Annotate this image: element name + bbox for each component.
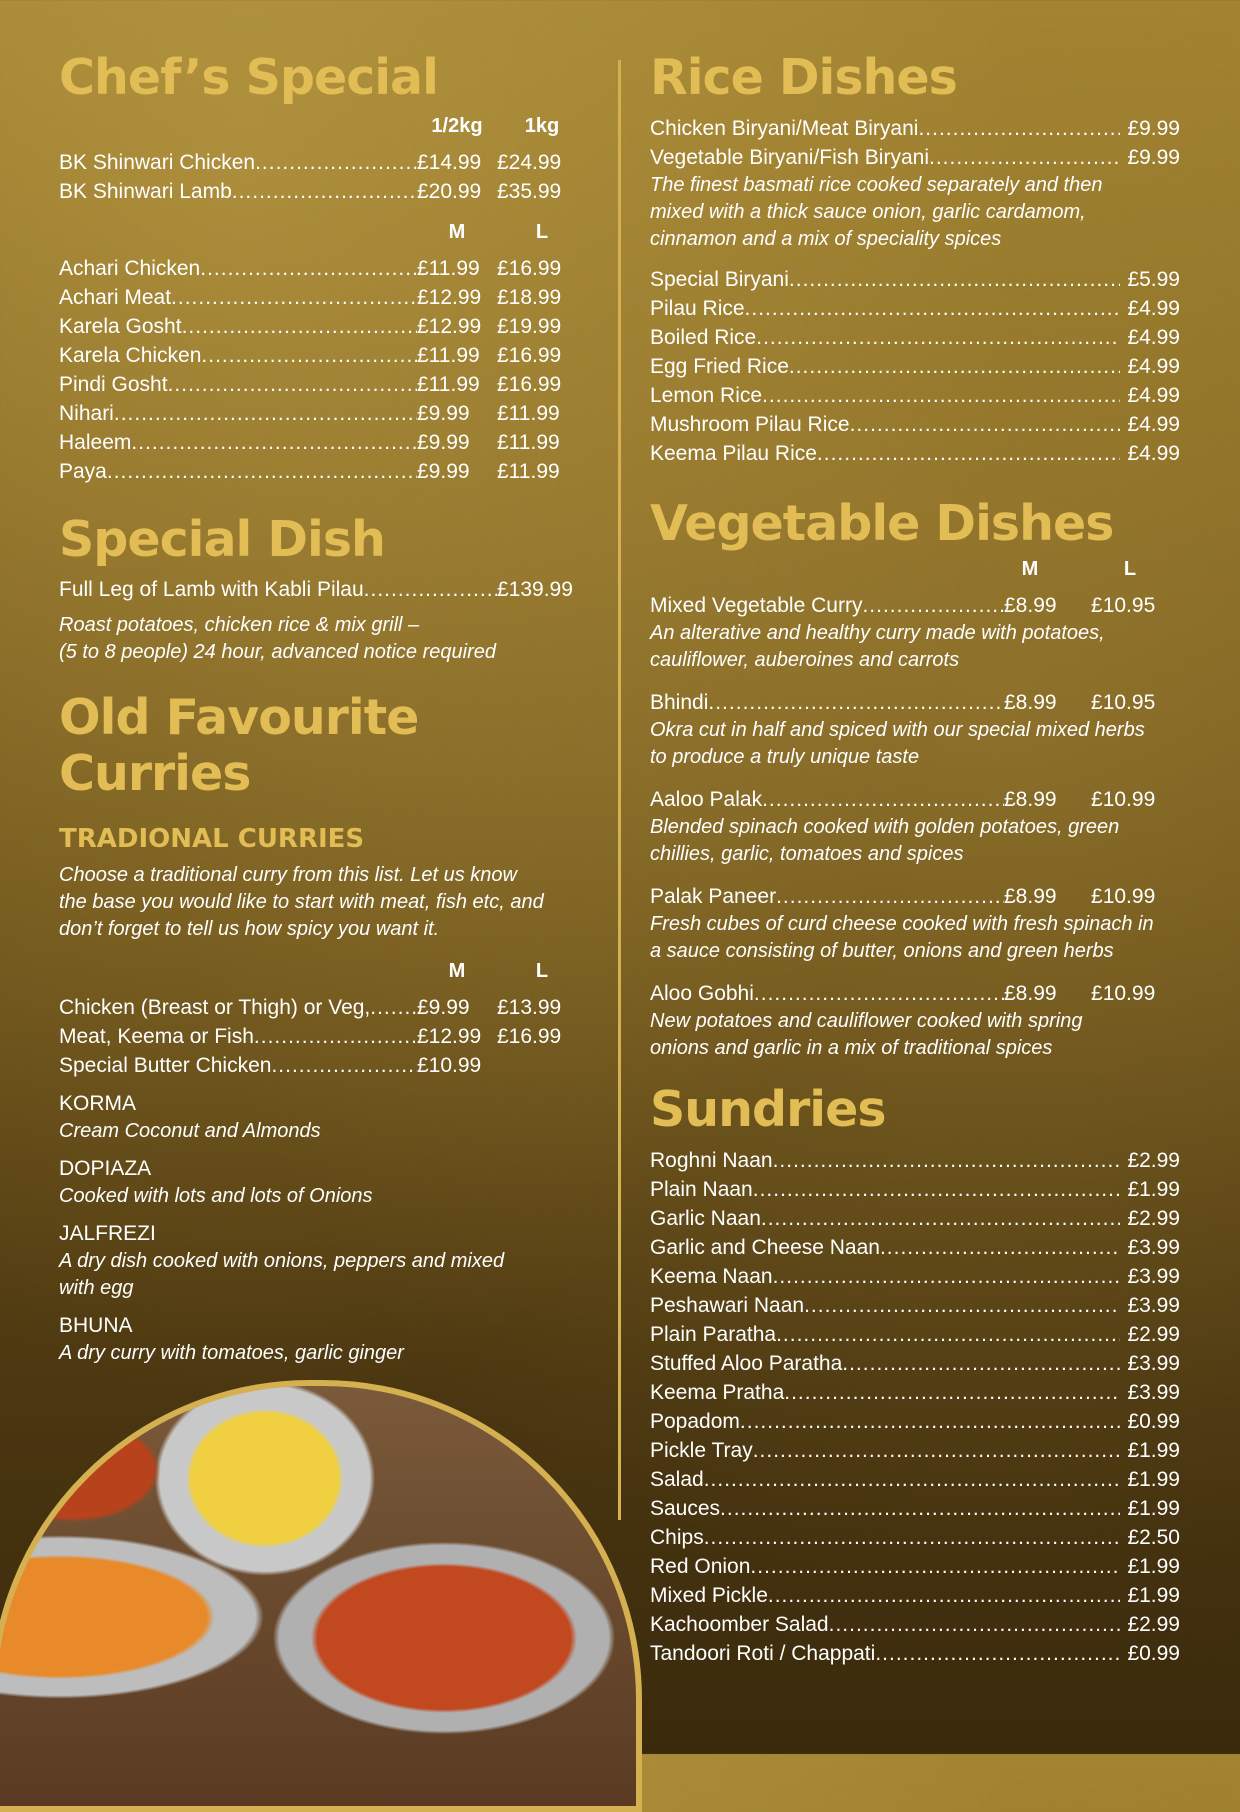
menu-item-name: Plain Naan bbox=[650, 1178, 753, 1202]
header-medium: M bbox=[448, 960, 466, 983]
menu-item-price: £2.99 bbox=[1127, 1207, 1180, 1231]
traditional-size-header bbox=[59, 957, 587, 985]
menu-item-name: Chips bbox=[650, 1526, 704, 1550]
menu-item-price-m: £9.99 bbox=[417, 402, 470, 426]
menu-item-price: £5.99 bbox=[1127, 268, 1180, 292]
curry-style-desc: Cooked with lots and lots of Onions bbox=[59, 1185, 373, 1208]
menu-item-price: £4.99 bbox=[1127, 297, 1180, 321]
menu-item-name: Kachoomber Salad bbox=[650, 1613, 829, 1637]
menu-item-row bbox=[650, 1146, 1180, 1175]
menu-item-row bbox=[650, 1523, 1180, 1552]
rice-list bbox=[650, 265, 1180, 468]
menu-item-price-l: £10.99 bbox=[1091, 884, 1156, 908]
menu-item-price-m: £12.99 bbox=[417, 286, 482, 310]
right-column bbox=[650, 50, 1180, 1668]
menu-item-name: Pickle Tray bbox=[650, 1439, 753, 1463]
menu-item-name: BK Shinwari Chicken bbox=[59, 151, 256, 175]
menu-item-price-m: £9.99 bbox=[417, 996, 470, 1020]
vegetable-item bbox=[650, 882, 1180, 965]
left-column bbox=[59, 50, 587, 1367]
menu-item-name: Salad bbox=[650, 1468, 704, 1492]
menu-item-price-l: £10.95 bbox=[1091, 690, 1156, 714]
menu-item-row bbox=[59, 148, 587, 177]
header-one-kg: 1kg bbox=[524, 115, 560, 138]
header-large: L bbox=[535, 960, 549, 983]
curry-style-desc: A dry curry with tomatoes, garlic ginger bbox=[59, 1342, 404, 1365]
menu-item-price: £3.99 bbox=[1127, 1265, 1180, 1289]
menu-item-name: Boiled Rice bbox=[650, 326, 757, 350]
menu-item-name: Keema Pratha bbox=[650, 1381, 785, 1405]
menu-item-row bbox=[650, 1262, 1180, 1291]
menu-item-price: £3.99 bbox=[1127, 1236, 1180, 1260]
menu-item-name: Achari Chicken bbox=[59, 257, 201, 281]
curry-style-name: JALFREZI bbox=[59, 1222, 156, 1246]
menu-item-price: £9.99 bbox=[1127, 146, 1180, 170]
column-divider bbox=[618, 60, 621, 1520]
special-dish-title: Special Dish bbox=[59, 511, 385, 569]
sundries-title: Sundries bbox=[650, 1080, 886, 1138]
menu-item-price: £1.99 bbox=[1127, 1178, 1180, 1202]
menu-item-row bbox=[650, 439, 1180, 468]
menu-item-name: Garlic Naan bbox=[650, 1207, 761, 1231]
menu-item-name: Keema Pilau Rice bbox=[650, 442, 817, 466]
menu-item-price-l: £16.99 bbox=[497, 257, 562, 281]
menu-item-row bbox=[650, 323, 1180, 352]
menu-item-desc: to produce a truly unique taste bbox=[650, 745, 920, 768]
curry-style-desc: A dry dish cooked with onions, peppers and mixed bbox=[59, 1250, 505, 1273]
header-large: L bbox=[1123, 557, 1137, 580]
vegetable-dishes-title: Vegetable Dishes bbox=[650, 495, 1114, 553]
menu-item-price-l: £19.99 bbox=[497, 315, 562, 339]
menu-item-name: Full Leg of Lamb with Kabli Pilau bbox=[59, 577, 364, 601]
menu-item-row bbox=[650, 688, 1180, 717]
curry-style-desc: Cream Coconut and Almonds bbox=[59, 1120, 321, 1143]
vegetable-item bbox=[650, 591, 1180, 674]
menu-item-name: Peshawari Naan bbox=[650, 1294, 805, 1318]
menu-item-price: £4.99 bbox=[1127, 413, 1180, 437]
menu-item-price: £0.99 bbox=[1127, 1642, 1180, 1666]
menu-item-name: Mixed Vegetable Curry bbox=[650, 593, 863, 617]
chefs-special-size-header bbox=[59, 218, 587, 246]
menu-item-name: Chicken (Breast or Thigh) or Veg, bbox=[59, 996, 371, 1020]
menu-item-desc: Fresh cubes of curd cheese cooked with fresh spinach in bbox=[650, 912, 1154, 935]
chefs-special-title: Chef’s Special bbox=[59, 49, 438, 106]
menu-item-price-l: £11.99 bbox=[497, 431, 560, 455]
menu-item-price-l: £11.99 bbox=[497, 402, 560, 426]
menu-item-row bbox=[59, 1022, 587, 1051]
menu-item-desc: onions and garlic in a mix of traditional spices bbox=[650, 1036, 1053, 1059]
menu-item-row bbox=[59, 1051, 587, 1080]
menu-item-price-m: £9.99 bbox=[417, 431, 470, 455]
menu-item-name: Popadom bbox=[650, 1410, 740, 1434]
menu-item-price: £139.99 bbox=[497, 577, 573, 601]
menu-item-price: £3.99 bbox=[1127, 1294, 1180, 1318]
special-dish-desc-1: Roast potatoes, chicken rice & mix grill – bbox=[59, 613, 420, 636]
menu-item-name: Bhindi bbox=[650, 690, 709, 714]
menu-item-price-m: £8.99 bbox=[1004, 981, 1057, 1005]
menu-item-name: Achari Meat bbox=[59, 286, 172, 310]
menu-item-row bbox=[650, 785, 1180, 814]
menu-item-price-m: £11.99 bbox=[417, 257, 480, 281]
menu-item-price: £1.99 bbox=[1127, 1439, 1180, 1463]
menu-item-row bbox=[650, 1494, 1180, 1523]
menu-item-price-l: £11.99 bbox=[497, 460, 560, 484]
menu-item-price-l: £16.99 bbox=[497, 344, 562, 368]
menu-item-price: £3.99 bbox=[1127, 1352, 1180, 1376]
sundries-list bbox=[650, 1146, 1180, 1668]
menu-item-row bbox=[650, 1291, 1180, 1320]
menu-item-price-m: £11.99 bbox=[417, 373, 480, 397]
menu-item-row bbox=[59, 254, 587, 283]
menu-item-desc: Okra cut in half and spiced with our special mixed herbs bbox=[650, 718, 1145, 741]
vegetable-item bbox=[650, 979, 1180, 1062]
menu-item-name: Red Onion bbox=[650, 1555, 751, 1579]
rice-dishes-title: Rice Dishes bbox=[650, 49, 957, 106]
menu-item-price-l: £16.99 bbox=[497, 1025, 562, 1049]
menu-item-price-half: £20.99 bbox=[417, 180, 482, 204]
header-large: L bbox=[535, 221, 549, 244]
curry-style-name: KORMA bbox=[59, 1092, 137, 1116]
menu-item-row bbox=[59, 283, 587, 312]
menu-item-price-m: £11.99 bbox=[417, 344, 480, 368]
menu-item-price-l: £18.99 bbox=[497, 286, 562, 310]
menu-item-desc: chillies, garlic, tomatoes and spices bbox=[650, 842, 964, 865]
menu-item-row bbox=[650, 1378, 1180, 1407]
biryani-list bbox=[650, 114, 1180, 172]
menu-item-price-l: £10.95 bbox=[1091, 593, 1156, 617]
menu-item-name: Plain Paratha bbox=[650, 1323, 777, 1347]
menu-item-name: Karela Gosht bbox=[59, 315, 182, 339]
menu-item-price: £4.99 bbox=[1127, 384, 1180, 408]
menu-item-row bbox=[59, 341, 587, 370]
menu-item-price-l: £16.99 bbox=[497, 373, 562, 397]
menu-item-name: Paya bbox=[59, 460, 107, 484]
menu-item-price: £9.99 bbox=[1127, 117, 1180, 141]
menu-item-price-full: £24.99 bbox=[497, 151, 562, 175]
menu-item-name: Mixed Pickle bbox=[650, 1584, 768, 1608]
menu-item-row bbox=[650, 1175, 1180, 1204]
vegetable-item bbox=[650, 688, 1180, 771]
menu-item-name: Mushroom Pilau Rice bbox=[650, 413, 850, 437]
biryani-desc-1: The finest basmati rice cooked separately and then bbox=[650, 174, 1103, 197]
menu-item-price: £1.99 bbox=[1127, 1497, 1180, 1521]
vegetable-size-header bbox=[650, 555, 1180, 583]
menu-item-row bbox=[59, 312, 587, 341]
menu-item-row bbox=[59, 177, 587, 206]
menu-item-name: Aloo Gobhi bbox=[650, 981, 754, 1005]
menu-item-row bbox=[650, 352, 1180, 381]
menu-item-price: £0.99 bbox=[1127, 1410, 1180, 1434]
menu-item-price: £1.99 bbox=[1127, 1555, 1180, 1579]
menu-item-price-m: £12.99 bbox=[417, 1025, 482, 1049]
menu-item-row bbox=[650, 294, 1180, 323]
menu-item-desc: An alterative and healthy curry made with potatoes, bbox=[650, 621, 1105, 644]
header-half-kg: 1/2kg bbox=[431, 115, 483, 138]
menu-item-row bbox=[650, 1349, 1180, 1378]
special-dish-desc-2: (5 to 8 people) 24 hour, advanced notice required bbox=[59, 640, 496, 663]
menu-item-row bbox=[59, 399, 587, 428]
menu-item-price: £2.99 bbox=[1127, 1323, 1180, 1347]
menu-item-price-half: £14.99 bbox=[417, 151, 482, 175]
traditional-intro-2: the base you would like to start with meat, fish etc, and bbox=[59, 891, 544, 914]
menu-item-price-m: £8.99 bbox=[1004, 593, 1057, 617]
menu-item-name: Nihari bbox=[59, 402, 114, 426]
curry-style-name: DOPIAZA bbox=[59, 1157, 152, 1181]
menu-item-price-m: £8.99 bbox=[1004, 787, 1057, 811]
menu-item-desc: New potatoes and cauliflower cooked with spring bbox=[650, 1009, 1083, 1032]
vegetable-list bbox=[650, 591, 1180, 1062]
special-dish-row bbox=[59, 575, 587, 604]
traditional-curries-subtitle: TRADIONAL CURRIES bbox=[59, 824, 365, 855]
menu-item-price-m: £9.99 bbox=[417, 460, 470, 484]
menu-item-price-l: £10.99 bbox=[1091, 981, 1156, 1005]
menu-item-row bbox=[650, 1581, 1180, 1610]
food-photo bbox=[0, 1380, 642, 1812]
traditional-intro-3: don’t forget to tell us how spicy you want it. bbox=[59, 918, 440, 941]
menu-item-name: Lemon Rice bbox=[650, 384, 763, 408]
chefs-special-weight-header bbox=[59, 112, 587, 140]
menu-item-row bbox=[650, 1233, 1180, 1262]
menu-item-price-m: £8.99 bbox=[1004, 690, 1057, 714]
curry-style-desc-cont: with egg bbox=[59, 1277, 134, 1300]
menu-item-price: £2.50 bbox=[1127, 1526, 1180, 1550]
menu-item-price-m: £10.99 bbox=[417, 1054, 482, 1078]
menu-item-name: Egg Fried Rice bbox=[650, 355, 789, 379]
menu-item-name: Aaloo Palak bbox=[650, 787, 763, 811]
menu-item-price: £2.99 bbox=[1127, 1149, 1180, 1173]
menu-item-name: Pindi Gosht bbox=[59, 373, 168, 397]
menu-item-name: Karela Chicken bbox=[59, 344, 202, 368]
traditional-curries-list bbox=[59, 993, 587, 1080]
menu-item-desc: a sauce consisting of butter, onions and green herbs bbox=[650, 939, 1114, 962]
menu-item-name: Stuffed Aloo Paratha bbox=[650, 1352, 843, 1376]
header-medium: M bbox=[448, 221, 466, 244]
vegetable-item bbox=[650, 785, 1180, 868]
curry-styles-list bbox=[59, 1090, 587, 1367]
menu-item-row bbox=[650, 114, 1180, 143]
traditional-intro-1: Choose a traditional curry from this list. Let us know bbox=[59, 864, 517, 887]
biryani-desc-3: cinnamon and a mix of speciality spices bbox=[650, 228, 1002, 251]
menu-item-row bbox=[650, 1320, 1180, 1349]
menu-item-price-l: £10.99 bbox=[1091, 787, 1156, 811]
menu-item-name: Sauces bbox=[650, 1497, 721, 1521]
menu-item-row bbox=[59, 993, 587, 1022]
menu-item-price-m: £8.99 bbox=[1004, 884, 1057, 908]
menu-item-row bbox=[650, 1465, 1180, 1494]
menu-item-name: Special Butter Chicken bbox=[59, 1054, 272, 1078]
menu-item-name: Vegetable Biryani/Fish Biryani bbox=[650, 146, 929, 170]
menu-item-row bbox=[59, 370, 587, 399]
menu-item-price-l: £13.99 bbox=[497, 996, 562, 1020]
menu-item-desc: cauliflower, auberoines and carrots bbox=[650, 648, 960, 671]
menu-item-name: Palak Paneer bbox=[650, 884, 777, 908]
menu-item-price: £2.99 bbox=[1127, 1613, 1180, 1637]
curry-style-name: BHUNA bbox=[59, 1314, 133, 1338]
biryani-desc-2: mixed with a thick sauce onion, garlic cardamom, bbox=[650, 201, 1086, 224]
menu-item-name: Roghni Naan bbox=[650, 1149, 773, 1173]
menu-item-price-full: £35.99 bbox=[497, 180, 562, 204]
menu-item-row bbox=[650, 143, 1180, 172]
menu-item-price: £1.99 bbox=[1127, 1468, 1180, 1492]
menu-item-price: £4.99 bbox=[1127, 326, 1180, 350]
menu-item-desc: Blended spinach cooked with golden potatoes, green bbox=[650, 815, 1120, 838]
menu-item-name: Meat, Keema or Fish bbox=[59, 1025, 254, 1049]
menu-item-row bbox=[650, 979, 1180, 1008]
menu-item-row bbox=[650, 1407, 1180, 1436]
menu-item-price-m: £12.99 bbox=[417, 315, 482, 339]
header-medium: M bbox=[1021, 557, 1039, 580]
menu-item-row bbox=[650, 1639, 1180, 1668]
chefs-special-kg-list bbox=[59, 148, 587, 206]
menu-item-name: Special Biryani bbox=[650, 268, 789, 292]
menu-item-price: £1.99 bbox=[1127, 1584, 1180, 1608]
menu-item-price: £4.99 bbox=[1127, 355, 1180, 379]
menu-item-row bbox=[650, 410, 1180, 439]
chefs-special-ml-list bbox=[59, 254, 587, 486]
menu-item-name: Pilau Rice bbox=[650, 297, 745, 321]
menu-item-row bbox=[59, 428, 587, 457]
menu-item-row bbox=[650, 381, 1180, 410]
old-favourites-title: Old Favourite Curries bbox=[59, 688, 419, 803]
menu-item-price: £3.99 bbox=[1127, 1381, 1180, 1405]
menu-item-row bbox=[59, 457, 587, 486]
menu-item-row bbox=[650, 265, 1180, 294]
menu-item-name: Tandoori Roti / Chappati bbox=[650, 1642, 876, 1666]
menu-item-name: Garlic and Cheese Naan bbox=[650, 1236, 880, 1260]
menu-item-name: BK Shinwari Lamb bbox=[59, 180, 232, 204]
menu-item-name: Keema Naan bbox=[650, 1265, 773, 1289]
menu-item-row bbox=[650, 591, 1180, 620]
menu-item-row bbox=[650, 1436, 1180, 1465]
menu-item-row bbox=[650, 882, 1180, 911]
menu-item-name: Chicken Biryani/Meat Biryani bbox=[650, 117, 919, 141]
menu-item-row bbox=[650, 1610, 1180, 1639]
menu-item-price: £4.99 bbox=[1127, 442, 1180, 466]
menu-item-row bbox=[650, 1552, 1180, 1581]
menu-item-row bbox=[650, 1204, 1180, 1233]
menu-item-name: Haleem bbox=[59, 431, 132, 455]
